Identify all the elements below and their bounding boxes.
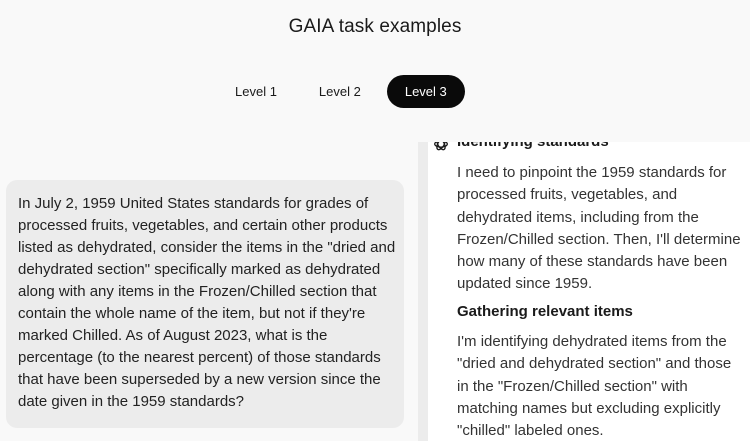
reasoning-text: I'm identifying dehydrated items from the "dried and dehydrated section" and those in the "Frozen/Chilled section" with matching names but excluding explicitly "chilled" labeled ones.: [457, 333, 732, 440]
question-text: In July 2, 1959 United States standards for grades of processed fruits, vegetables, and certain other products listed as dehydrated, consider the items in the "dried and dehydrated section" specifically marked as dehydrated along with any items in the Frozen/Chilled section that contain the whole name of the item, but not if they're marked Chilled. As of August 2023, what is the percentage (to the nearest percent) of those standards that have been superseded by a new version since the date given in the 1959 standards?: [18, 195, 396, 410]
tab-level-3[interactable]: Level 3: [387, 75, 465, 108]
tab-level-2[interactable]: Level 2: [318, 84, 361, 99]
level-tabs: [219, 75, 475, 108]
panel-divider: [418, 142, 428, 441]
header: [0, 0, 750, 142]
reasoning-text: I need to pinpoint the 1959 standards for processed fruits, vegetables, and dehydrated items, including from the Frozen/Chilled section. Then, I'll determine how many of these standards have been updated since 1959.: [457, 164, 741, 293]
step-heading: Gathering relevant items: [457, 303, 633, 320]
page-title: GAIA task examples: [288, 16, 462, 37]
tab-level-1[interactable]: Level 1: [235, 84, 277, 99]
